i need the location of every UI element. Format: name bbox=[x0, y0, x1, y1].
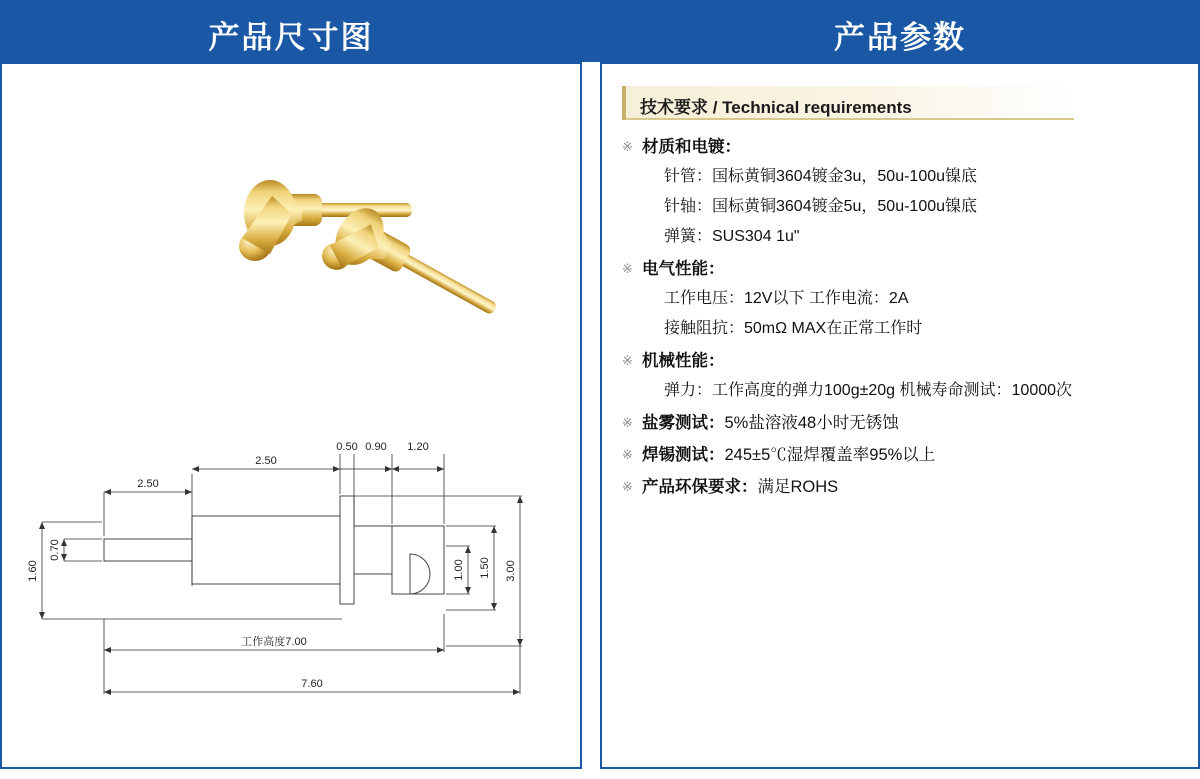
technical-drawing-svg bbox=[2, 414, 580, 734]
spec-block-electrical bbox=[622, 254, 1182, 344]
spec-line: 接触阻抗：50mΩ MAX在正常工作时 bbox=[664, 320, 923, 337]
bullet-icon: ※ bbox=[622, 479, 633, 494]
spec-line: 弹簧：SUS304 1u" bbox=[664, 228, 800, 245]
spec-heading bbox=[622, 440, 1182, 470]
bullet-icon: ※ bbox=[622, 261, 633, 276]
spec-line: 弹力：工作高度的弹力100g±20g 机械寿命测试：10000次 bbox=[664, 382, 1073, 399]
bullet-icon: ※ bbox=[622, 353, 633, 368]
spec-heading-label: 机械性能： bbox=[642, 352, 725, 370]
product-photo-svg bbox=[2, 64, 580, 414]
dim-0-90: 0.90 bbox=[365, 441, 387, 453]
technical-drawing bbox=[2, 414, 580, 734]
spec-block-rohs bbox=[622, 472, 1182, 502]
spec-block-solder bbox=[622, 440, 1182, 470]
technical-requirements-banner bbox=[622, 86, 1074, 120]
spec-heading bbox=[622, 346, 1182, 376]
spec-line: 工作电压：12V以下 工作电流：2A bbox=[664, 290, 909, 307]
spec-inline-value: 5%盐溶液48小时无锈蚀 bbox=[724, 414, 899, 432]
spec-inline-value: 245±5℃湿焊覆盖率95%以上 bbox=[724, 446, 936, 464]
spec-line: 针轴：国标黄铜3604镀金5u，50u-100u镍底 bbox=[664, 198, 978, 215]
dim-1-00: 1.00 bbox=[453, 559, 465, 581]
spec-heading-label: 产品环保要求： bbox=[642, 478, 758, 496]
header-band bbox=[0, 0, 1200, 62]
page-title-left: 产品尺寸图 bbox=[208, 20, 374, 55]
bullet-icon: ※ bbox=[622, 139, 633, 154]
spec-heading-label: 盐雾测试： bbox=[642, 414, 725, 432]
dim-0-70: 0.70 bbox=[49, 539, 61, 561]
spec-block-salt-spray bbox=[622, 408, 1182, 438]
banner-accent-bar bbox=[622, 86, 626, 120]
spec-heading bbox=[622, 472, 1182, 502]
spec-list bbox=[622, 132, 1182, 504]
bullet-icon: ※ bbox=[622, 415, 633, 430]
spec-block-material bbox=[622, 132, 1182, 252]
spec-block-mechanical bbox=[622, 346, 1182, 406]
spec-heading-label: 焊锡测试： bbox=[642, 446, 725, 464]
dim-3-00: 3.00 bbox=[505, 560, 517, 582]
spec-line: 针管：国标黄铜3604镀金3u，50u-100u镍底 bbox=[664, 168, 978, 185]
spec-heading bbox=[622, 132, 1182, 162]
dim-1-60: 1.60 bbox=[27, 560, 39, 582]
technical-requirements-title: 技术要求 / Technical requirements bbox=[640, 98, 912, 117]
product-parameters-panel bbox=[600, 62, 1200, 769]
spec-inline-value: 满足ROHS bbox=[757, 478, 839, 496]
dimension-drawing-panel bbox=[0, 62, 582, 769]
page-title-right: 产品参数 bbox=[834, 20, 966, 55]
dim-1-20: 1.20 bbox=[407, 441, 429, 453]
spec-heading bbox=[622, 408, 1182, 438]
dim-2-50-left: 2.50 bbox=[137, 478, 159, 490]
dim-0-50: 0.50 bbox=[336, 441, 358, 453]
product-photo bbox=[2, 64, 580, 414]
spec-heading-label: 材质和电镀： bbox=[642, 138, 741, 156]
spec-heading-label: 电气性能： bbox=[642, 260, 725, 278]
bullet-icon: ※ bbox=[622, 447, 633, 462]
dim-work-height: 工作高度7.00 bbox=[241, 636, 307, 648]
spec-heading bbox=[622, 254, 1182, 284]
dim-2-50-mid: 2.50 bbox=[255, 455, 277, 467]
dim-7-60: 7.60 bbox=[301, 678, 323, 690]
dim-1-50: 1.50 bbox=[479, 557, 491, 579]
